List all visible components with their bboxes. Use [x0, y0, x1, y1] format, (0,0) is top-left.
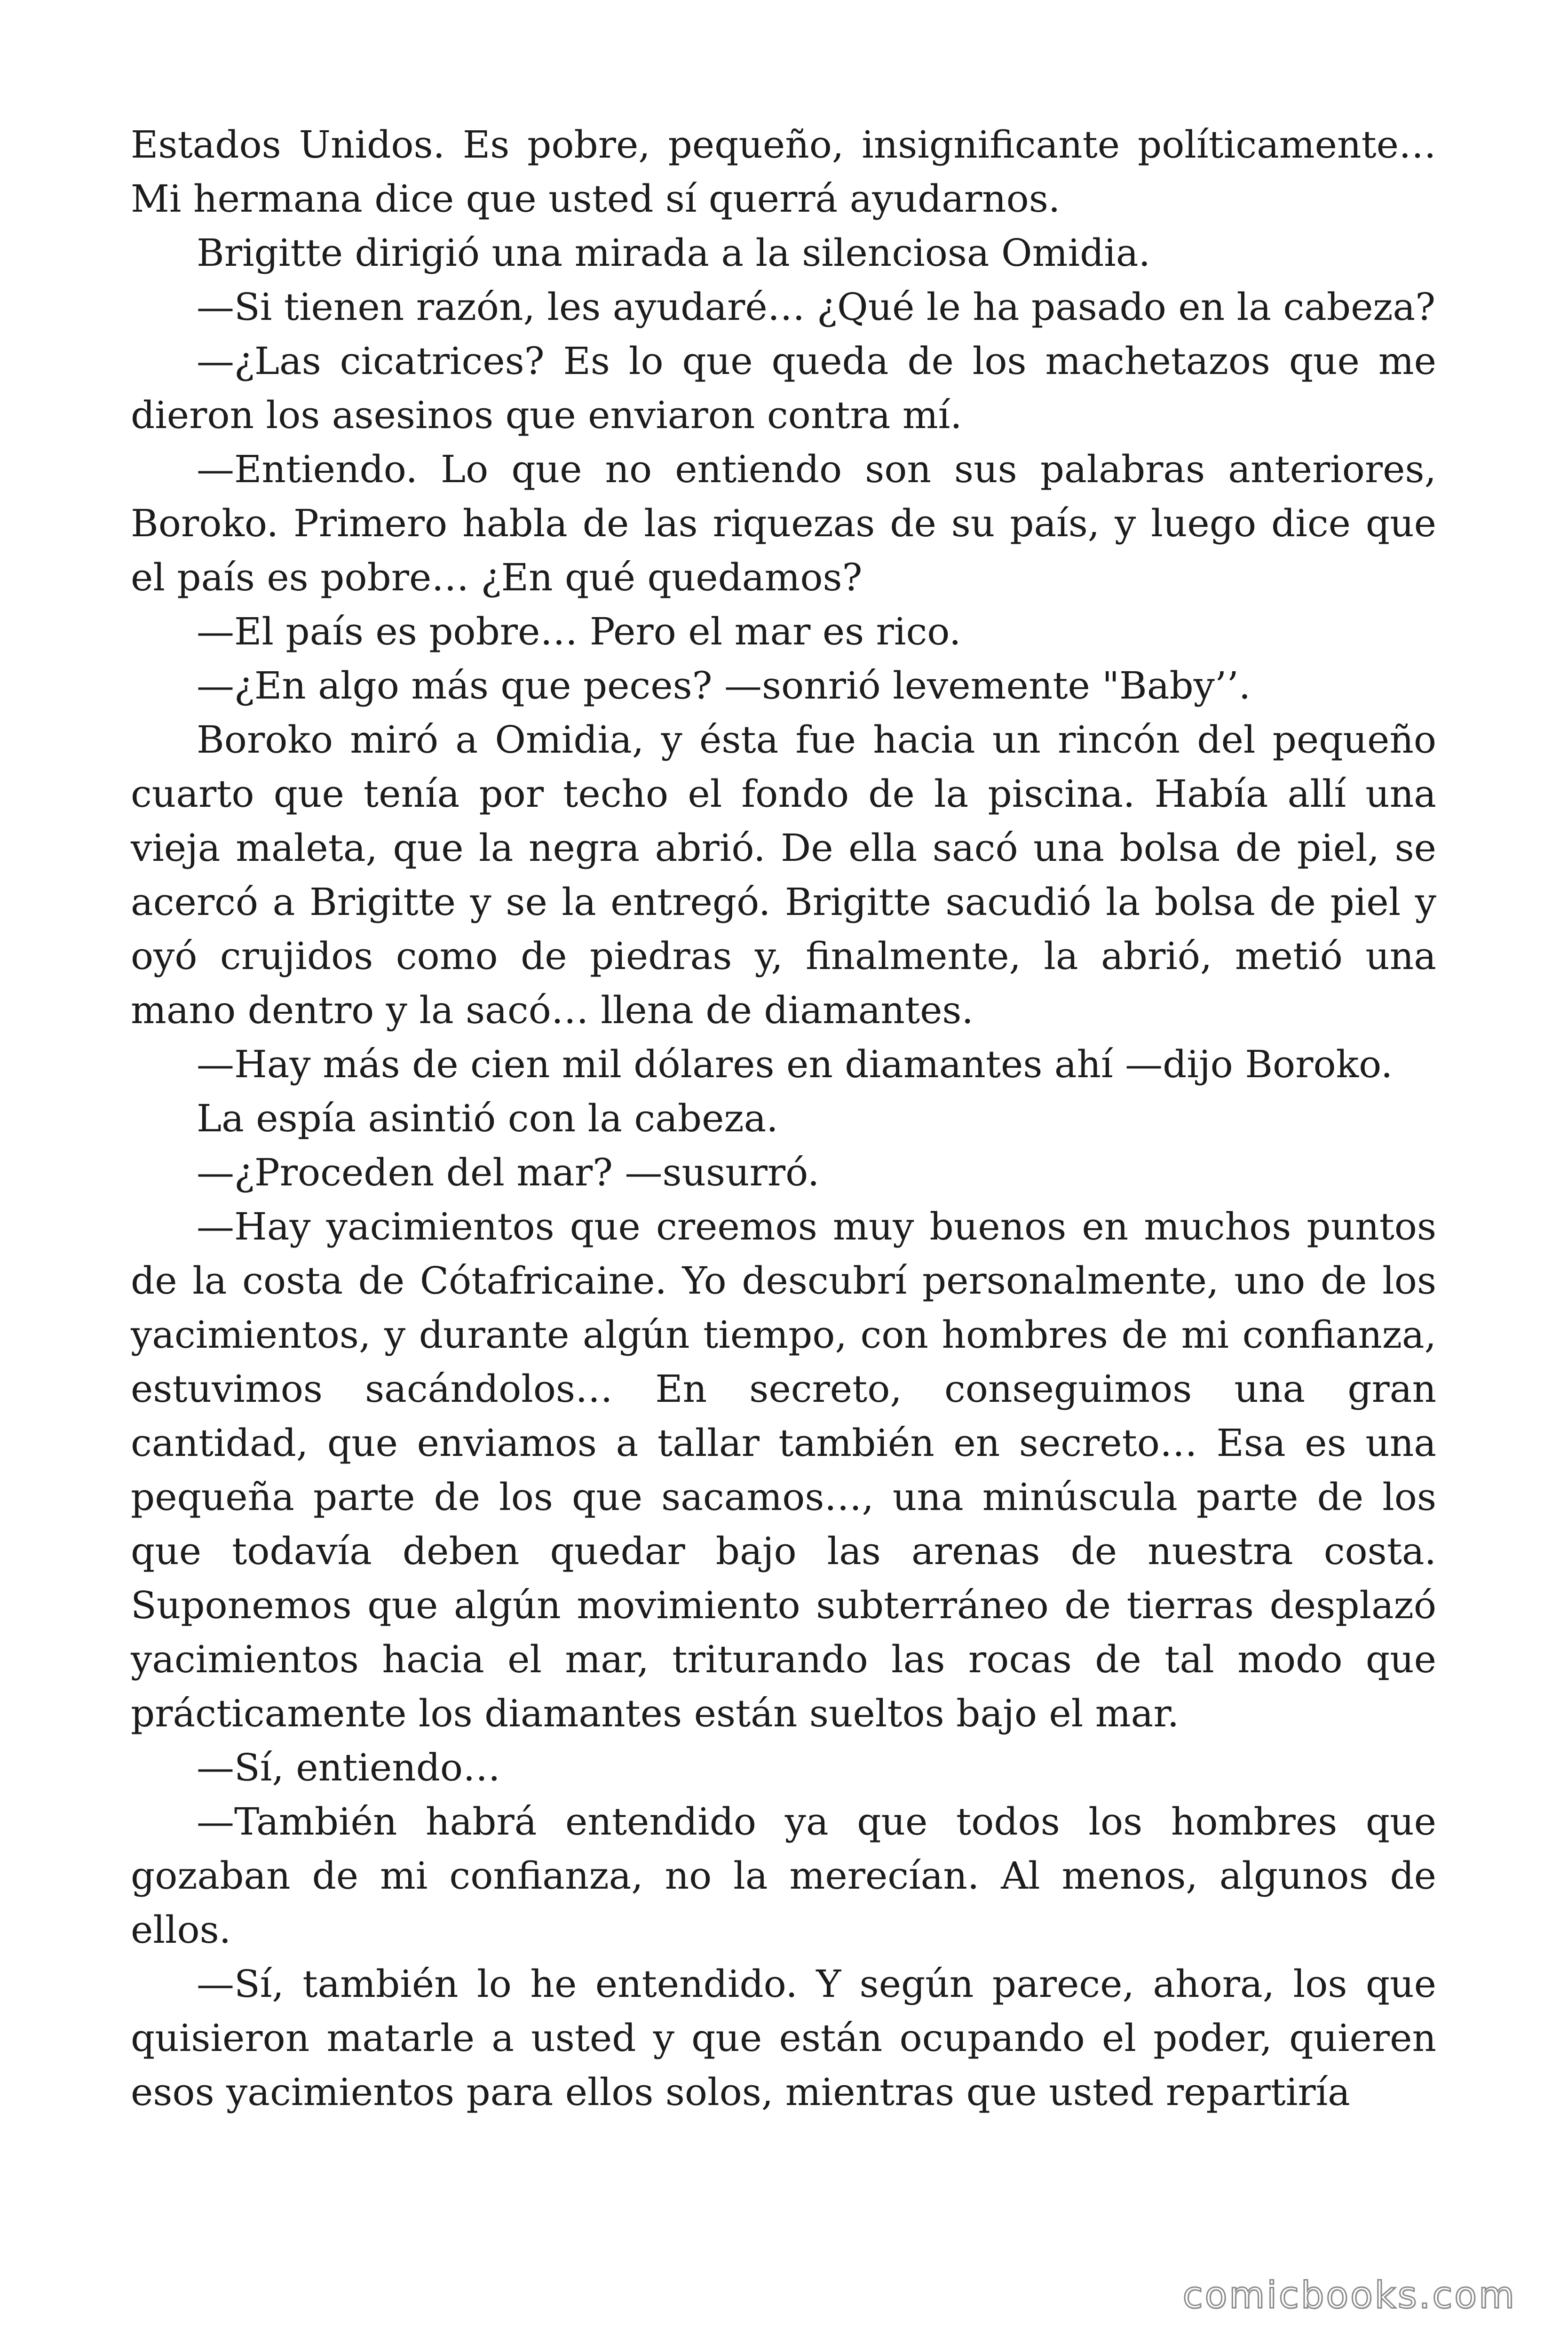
- body-text: [131, 118, 1436, 2119]
- paragraph: —¿Proceden del mar? —susurró.: [197, 1151, 820, 1194]
- paragraph: —Si tienen razón, les ayudaré… ¿Qué le ha pasado en la cabeza?: [197, 285, 1436, 329]
- paragraph: —¿En algo más que peces? —sonrió levemente "Baby’’.: [197, 664, 1251, 707]
- paragraph: Boroko miró a Omidia, y ésta fue hacia un rincón del pequeño cuarto que tenía por techo el fondo de la piscina. Había allí una vieja maleta, que la negra abrió. De ella sacó una bolsa de piel, se acercó a Brigitte y se la entregó. Brigitte sacudió la bolsa de piel y oyó crujidos como de piedras y, finalmente, la abrió, metió una mano dentro y la sacó… llena de diamantes.: [131, 718, 1436, 1032]
- paragraph: —Entiendo. Lo que no entiendo son sus palabras anteriores, Boroko. Primero habla de las riquezas de su país, y luego dice que el país es pobre… ¿En qué quedamos?: [131, 447, 1436, 599]
- paragraph: —Sí, entiendo…: [197, 1746, 501, 1789]
- paragraph: —Sí, también lo he entendido. Y según parece, ahora, los que quisieron matarle a usted y que están ocupando el poder, quieren esos yacimientos para ellos solos, mientras que usted repartiría: [131, 1962, 1436, 2114]
- paragraph: —También habrá entendido ya que todos los hombres que gozaban de mi confianza, no la merecían. Al menos, algunos de ellos.: [131, 1800, 1436, 1952]
- paragraph: Estados Unidos. Es pobre, pequeño, insignificante políticamente… Mi hermana dice que usted sí querrá ayudarnos.: [131, 123, 1436, 221]
- paragraph: Brigitte dirigió una mirada a la silenciosa Omidia.: [197, 231, 1151, 275]
- paragraph: —El país es pobre… Pero el mar es rico.: [197, 610, 961, 653]
- paragraph: —Hay más de cien mil dólares en diamantes ahí —dijo Boroko.: [197, 1042, 1393, 1086]
- paragraph: —Hay yacimientos que creemos muy buenos en muchos puntos de la costa de Cótafricaine. Yo descubrí personalmente, uno de los yacimientos, y durante algún tiempo, con hombres de mi confianza, estuvimos sacándolos… En secreto, conseguimos una gran cantidad, que enviamos a tallar también en secreto… Esa es una pequeña parte de los que sacamos…, una minúscula parte de los que todavía deben quedar bajo las arenas de nuestra costa. Suponemos que algún movimiento subterráneo de tierras desplazó yacimientos hacia el mar, triturando las rocas de tal modo que prácticamente los diamantes están sueltos bajo el mar.: [131, 1205, 1436, 1735]
- watermark: comicbooks.com: [1182, 2274, 1516, 2317]
- paragraph: —¿Las cicatrices? Es lo que queda de los machetazos que me dieron los asesinos que enviaron contra mí.: [131, 339, 1436, 437]
- paragraph: La espía asintió con la cabeza.: [197, 1097, 778, 1140]
